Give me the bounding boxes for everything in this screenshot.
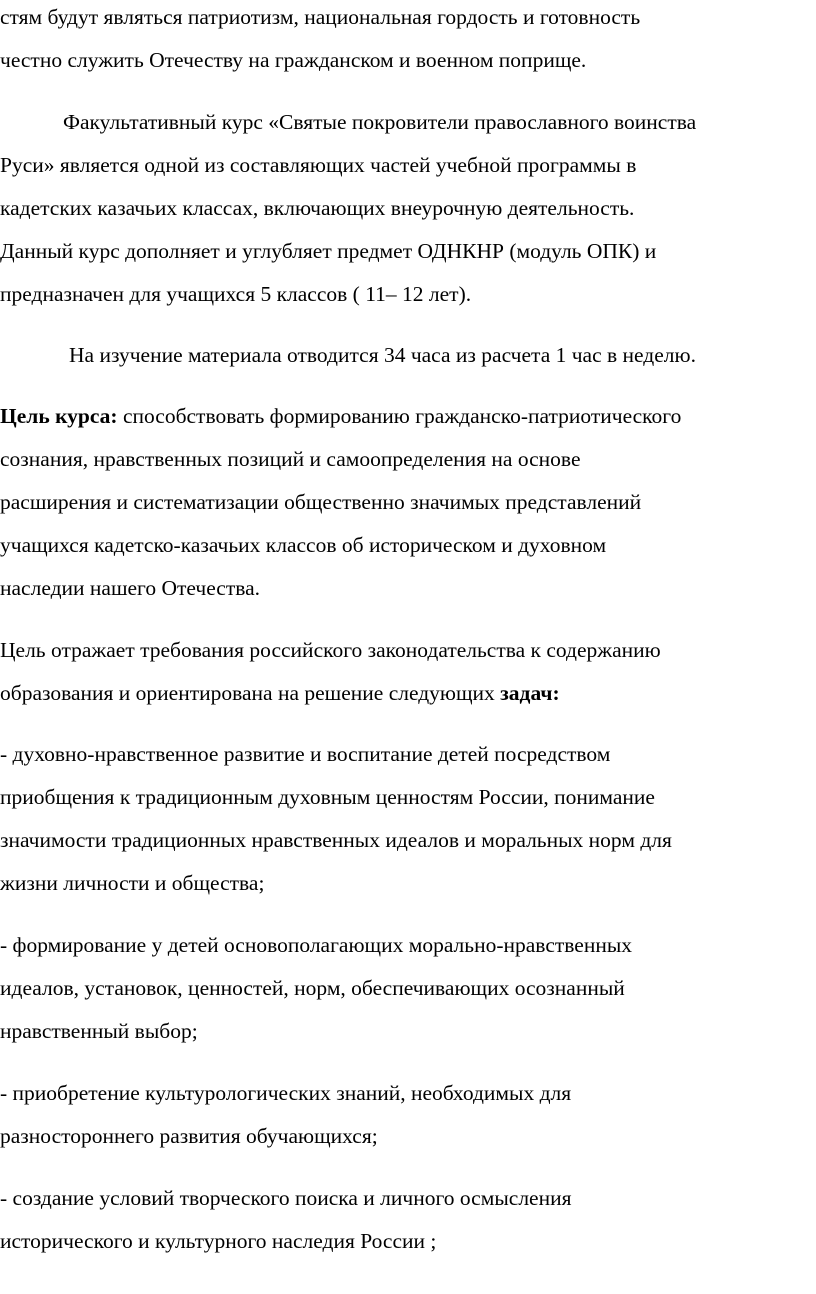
text-line: - приобретение культурологических знаний, необходимых для	[0, 1081, 572, 1105]
text-line: жизни личности и общества;	[0, 871, 265, 895]
text-line: Данный курс дополняет и углубляет предмет ОДНКНР (модуль ОПК) и	[0, 239, 657, 263]
text-line: разностороннего развития обучающихся;	[0, 1124, 378, 1148]
text-line: На изучение материала отводится 34 часа из расчета 1 час в неделю.	[69, 343, 696, 367]
text-line: сознания, нравственных позиций и самоопределения на основе	[0, 447, 581, 471]
text-line: расширения и систематизации общественно значимых представлений	[0, 490, 642, 514]
tasks-intro-text: образования и ориентирована на решение следующих	[0, 681, 501, 705]
text-line: наследии нашего Отечества.	[0, 576, 261, 600]
text-line: значимости традиционных нравственных идеалов и моральных норм для	[0, 828, 672, 852]
text-line: приобщения к традиционным духовным ценностям России, понимание	[0, 785, 655, 809]
text-line: исторического и культурного наследия России ;	[0, 1229, 437, 1253]
goal-label: Цель курса:	[0, 404, 118, 428]
text-line: Руси» является одной из составляющих частей учебной программы в	[0, 153, 637, 177]
text-line: Факультативный курс «Святые покровители православного воинства	[63, 110, 697, 134]
text-line: Цель отражает требования российского законодательства к содержанию	[0, 638, 661, 662]
text-line: честно служить Отечеству на гражданском и военном поприще.	[0, 48, 587, 72]
goal-text: способствовать формированию гражданско-патриотического	[117, 404, 682, 428]
text-line: - формирование у детей основополагающих морально-нравственных	[0, 933, 633, 957]
text-line: нравственный выбор;	[0, 1019, 198, 1043]
text-line: - духовно-нравственное развитие и воспитание детей посредством	[0, 742, 611, 766]
tasks-label: задач:	[500, 681, 560, 705]
text-line: стям будут являться патриотизм, национальная гордость и готовность	[0, 5, 641, 29]
text-line: кадетских казачьих классах, включающих внеурочную деятельность.	[0, 196, 635, 220]
text-line	[0, 395, 681, 438]
text-line: идеалов, установок, ценностей, норм, обеспечивающих осознанный	[0, 976, 625, 1000]
text-line: - создание условий творческого поиска и личного осмысления	[0, 1186, 572, 1210]
text-line: учащихся кадетско-казачьих классов об историческом и духовном	[0, 533, 607, 557]
text-line	[0, 672, 560, 715]
text-line: предназначен для учащихся 5 классов ( 11– 12 лет).	[0, 282, 472, 306]
